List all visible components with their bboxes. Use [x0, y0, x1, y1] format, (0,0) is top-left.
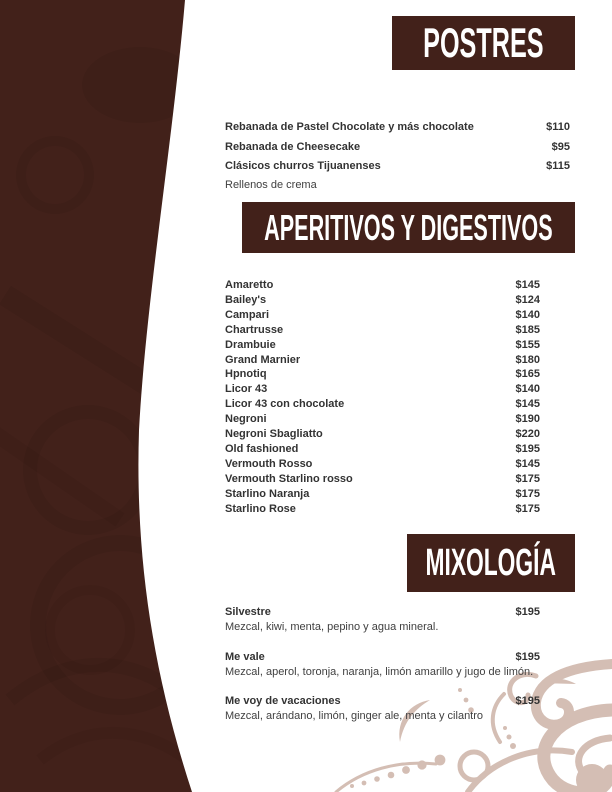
item-name: Starlino Naranja: [225, 487, 310, 500]
menu-item-row: [225, 604, 540, 620]
menu-item-row: [225, 278, 540, 293]
menu-item-row: [225, 293, 540, 308]
item-name: Vermouth Starlino rosso: [225, 472, 353, 485]
item-price: $140: [515, 383, 540, 396]
item-price: $110: [546, 121, 570, 133]
section-header-postres: [392, 16, 575, 70]
menu-list-postres: [225, 118, 570, 194]
menu-item-row: [225, 157, 570, 177]
item-price: $124: [515, 293, 540, 306]
item-price: $175: [515, 472, 540, 485]
menu-item: [225, 138, 570, 158]
menu-item-row: [225, 308, 540, 323]
section-title-postres: POSTRES: [423, 19, 544, 66]
menu-item: [225, 693, 540, 725]
menu-item-row: [225, 472, 540, 487]
item-price: $115: [546, 160, 570, 172]
item-price: $185: [515, 323, 540, 336]
item-name: Rebanada de Cheesecake: [225, 140, 361, 153]
item-price: $195: [515, 695, 540, 707]
item-name: Campari: [225, 308, 270, 321]
item-name: Negroni Sbagliatto: [225, 428, 323, 441]
section-title-mixologia: MIXOLOGÍA: [425, 542, 557, 584]
menu-item-row: [225, 138, 570, 158]
menu-item-row: [225, 338, 540, 353]
item-description: Mezcal, aperol, toronja, naranja, limón amarillo y jugo de limón.: [225, 665, 534, 678]
menu-item-row: [225, 412, 540, 427]
menu-item: [225, 157, 570, 194]
item-description: Mezcal, kiwi, menta, pepino y agua mineral.: [225, 621, 439, 633]
item-price: $145: [515, 398, 540, 411]
item-price: $195: [515, 606, 540, 618]
item-name: Silvestre: [225, 606, 271, 618]
menu-item: [225, 649, 540, 681]
menu-item-row: [225, 502, 540, 517]
item-name: Clásicos churros Tijuanenses: [225, 160, 381, 172]
item-name: Amaretto: [225, 279, 274, 291]
menu-item-row: [225, 649, 540, 665]
section-title-aperitivos: APERITIVOS Y DIGESTIVOS: [264, 206, 553, 248]
item-name: Drambuie: [225, 338, 276, 351]
item-price: $180: [515, 353, 540, 366]
item-price: $165: [515, 368, 540, 381]
item-price: $190: [515, 413, 540, 426]
menu-item-row: [225, 118, 570, 138]
menu-item-row: [225, 442, 540, 457]
item-price: $140: [515, 308, 540, 321]
menu-item-row: [225, 487, 540, 502]
menu-item: [225, 118, 570, 138]
item-price: $155: [515, 338, 540, 351]
item-description: Mezcal, arándano, limón, ginger ale, menta y cilantro: [225, 710, 484, 722]
item-name: Me voy de vacaciones: [225, 695, 341, 707]
item-price: $220: [515, 428, 540, 441]
item-name: Rebanada de Pastel Chocolate y más chocolate: [225, 121, 474, 133]
menu-list-aperitivos: [225, 278, 540, 517]
item-price: $175: [515, 502, 540, 515]
menu-item-row: [225, 323, 540, 338]
menu-item: [225, 604, 540, 636]
menu-item-row: [225, 693, 540, 709]
item-name: Negroni: [225, 413, 267, 426]
item-price: $195: [515, 442, 540, 455]
item-price: $175: [515, 487, 540, 500]
item-price: $195: [515, 650, 540, 663]
menu-item-row: [225, 353, 540, 368]
item-note: Rellenos de crema: [225, 178, 317, 191]
item-price: $145: [515, 279, 540, 291]
item-name: Starlino Rose: [225, 502, 296, 515]
item-name: Grand Marnier: [225, 353, 301, 366]
item-name: Licor 43: [225, 383, 268, 396]
item-name: Old fashioned: [225, 442, 299, 455]
menu-item-row: [225, 397, 540, 412]
menu-list-mixologia: [225, 604, 540, 738]
item-name: Hpnotiq: [225, 368, 267, 381]
item-name: Licor 43 con chocolate: [225, 398, 345, 411]
item-price: $145: [515, 457, 540, 470]
menu-item-row: [225, 427, 540, 442]
menu-item-row: [225, 382, 540, 397]
menu-item-row: [225, 367, 540, 382]
item-name: Bailey's: [225, 293, 267, 306]
item-price: $95: [551, 140, 570, 153]
menu-item-row: [225, 457, 540, 472]
section-header-mixologia: [407, 534, 575, 592]
item-name: Me vale: [225, 650, 265, 663]
item-name: Vermouth Rosso: [225, 457, 313, 470]
item-name: Chartrusse: [225, 323, 284, 336]
section-header-aperitivos: [242, 202, 575, 253]
